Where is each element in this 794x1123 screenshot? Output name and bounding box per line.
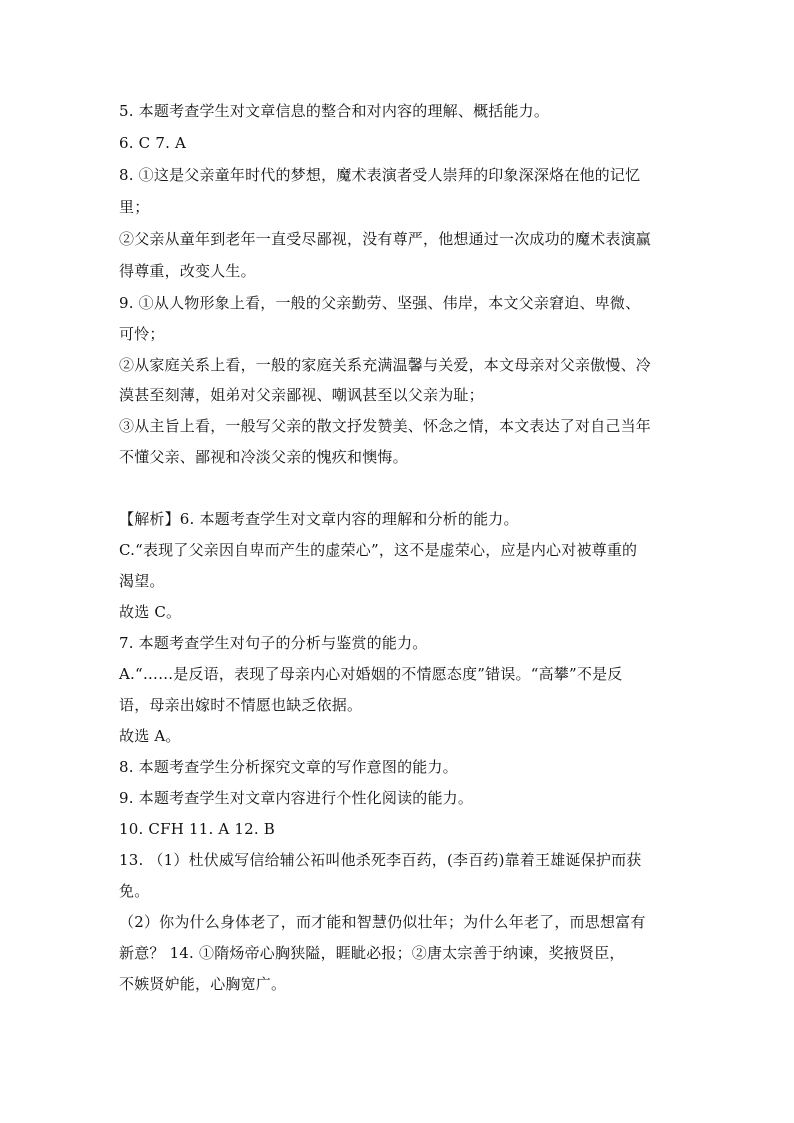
text-line: 9. ①从人物形象上看，一般的父亲勤劳、坚强、伟岸，本文父亲窘迫、卑微、 — [119, 294, 641, 312]
text-line: （2）你为什么身体老了，而才能和智慧仍似壮年；为什么年老了，而思想富有 — [119, 913, 646, 931]
text-line: 不嫉贤妒能，心胸宽广。 — [119, 975, 287, 993]
text-line: 5. 本题考查学生对文章信息的整合和对内容的理解、概括能力。 — [119, 102, 550, 120]
text-line: 得尊重，改变人生。 — [119, 262, 256, 280]
text-line: ②从家庭关系上看，一般的家庭关系充满温馨与关爱，本文母亲对父亲傲慢、冷 — [119, 356, 652, 374]
text-line: 9. 本题考查学生对文章内容进行个性化阅读的能力。 — [119, 789, 474, 807]
text-line: 免。 — [119, 882, 150, 900]
text-line: 新意？ 14. ①隋炀帝心胸狭隘，睚眦必报；②唐太宗善于纳谏，奖掖贤臣， — [119, 944, 625, 962]
text-line: 7. 本题考查学生对句子的分析与鉴赏的能力。 — [119, 634, 428, 652]
text-line: 漠甚至刻薄，姐弟对父亲鄙视、嘲讽甚至以父亲为耻； — [119, 386, 484, 404]
text-line: 语，母亲出嫁时不情愿也缺乏依据。 — [119, 696, 363, 714]
text-line: 6. C 7. A — [119, 134, 187, 152]
text-line: A.“……是反语，表现了母亲内心对婚姻的不情愿态度”错误。“高攀”不是反 — [119, 665, 623, 683]
text-line: 故选 A。 — [119, 727, 181, 745]
text-line: C.“表现了父亲因自卑而产生的虚荣心”，这不是虚荣心，应是内心对被尊重的 — [119, 541, 638, 559]
text-line: 渴望。 — [119, 572, 165, 590]
text-line: ③从主旨上看，一般写父亲的散文抒发赞美、怀念之情，本文表达了对自己当年 — [119, 417, 652, 435]
text-line: 8. 本题考查学生分析探究文章的写作意图的能力。 — [119, 758, 458, 776]
text-line: 不懂父亲、鄙视和冷淡父亲的愧疚和懊悔。 — [119, 448, 408, 466]
text-line: ②父亲从童年到老年一直受尽鄙视，没有尊严，他想通过一次成功的魔术表演赢 — [119, 230, 652, 248]
analysis-heading-line: 【解析】6. 本题考查学生对文章内容的理解和分析的能力。 — [119, 510, 519, 528]
text-line: 可怜； — [119, 325, 165, 343]
text-line: 里； — [119, 198, 150, 216]
text-line: 8. ①这是父亲童年时代的梦想，魔术表演者受人崇拜的印象深深烙在他的记忆 — [119, 166, 641, 184]
text-line: 故选 C。 — [119, 603, 182, 621]
text-line: 13. （1）杜伏威写信给辅公祏叫他杀死李百药，(李百药)靠着王雄诞保护而获 — [119, 851, 642, 869]
text-line: 10. CFH 11. A 12. B — [119, 820, 276, 838]
